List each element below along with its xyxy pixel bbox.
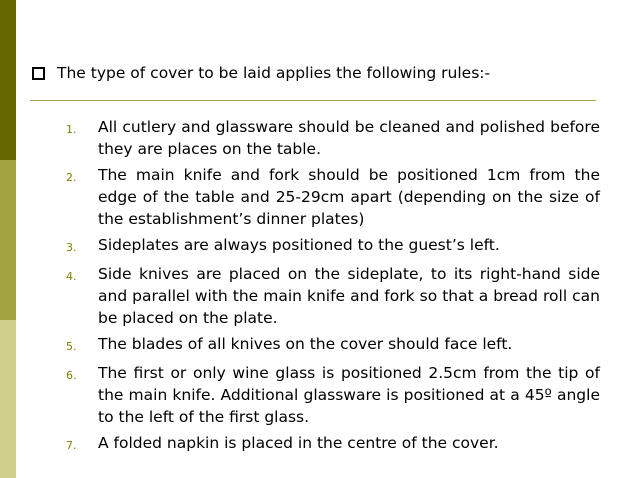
rules-list: [66, 116, 600, 461]
side-bar-middle: [0, 160, 16, 320]
list-number: 3.: [66, 241, 77, 254]
list-number: 2.: [66, 171, 77, 184]
list-text: All cutlery and glassware should be cleaned and polished before they are places on the table.: [98, 118, 600, 158]
square-bullet-icon: [32, 67, 45, 80]
list-text: A folded napkin is placed in the centre of the cover.: [98, 434, 499, 452]
list-text: The blades of all knives on the cover should face left.: [98, 335, 513, 353]
side-bar-top: [0, 0, 16, 160]
list-number: 5.: [66, 340, 77, 353]
list-text: Side knives are placed on the sideplate, to its right-hand side and parallel with the main knife and fork so that a bread roll can be placed on the plate.: [98, 265, 600, 327]
list-item: [66, 234, 600, 259]
slide-heading: [32, 64, 490, 82]
list-number: 7.: [66, 439, 77, 452]
list-item: [66, 263, 600, 329]
list-item: [66, 432, 600, 457]
list-text: The first or only wine glass is positioned 2.5cm from the tip of the main knife. Additional glassware is positioned at a 45º angle to the left of the first glass.: [98, 364, 600, 426]
list-number: 4.: [66, 270, 77, 283]
divider-line: [30, 100, 596, 101]
list-number: 1.: [66, 123, 77, 136]
side-bar-bottom: [0, 320, 16, 478]
list-text: Sideplates are always positioned to the guest’s left.: [98, 236, 500, 254]
heading-text: The type of cover to be laid applies the following rules:-: [57, 64, 491, 82]
list-item: [66, 333, 600, 358]
list-text: The main knife and fork should be positioned 1cm from the edge of the table and 25-29cm apart (depending on the size of the establishment’s dinner plates): [98, 166, 600, 228]
list-item: [66, 362, 600, 428]
list-item: [66, 164, 600, 230]
list-number: 6.: [66, 369, 77, 382]
list-item: [66, 116, 600, 160]
